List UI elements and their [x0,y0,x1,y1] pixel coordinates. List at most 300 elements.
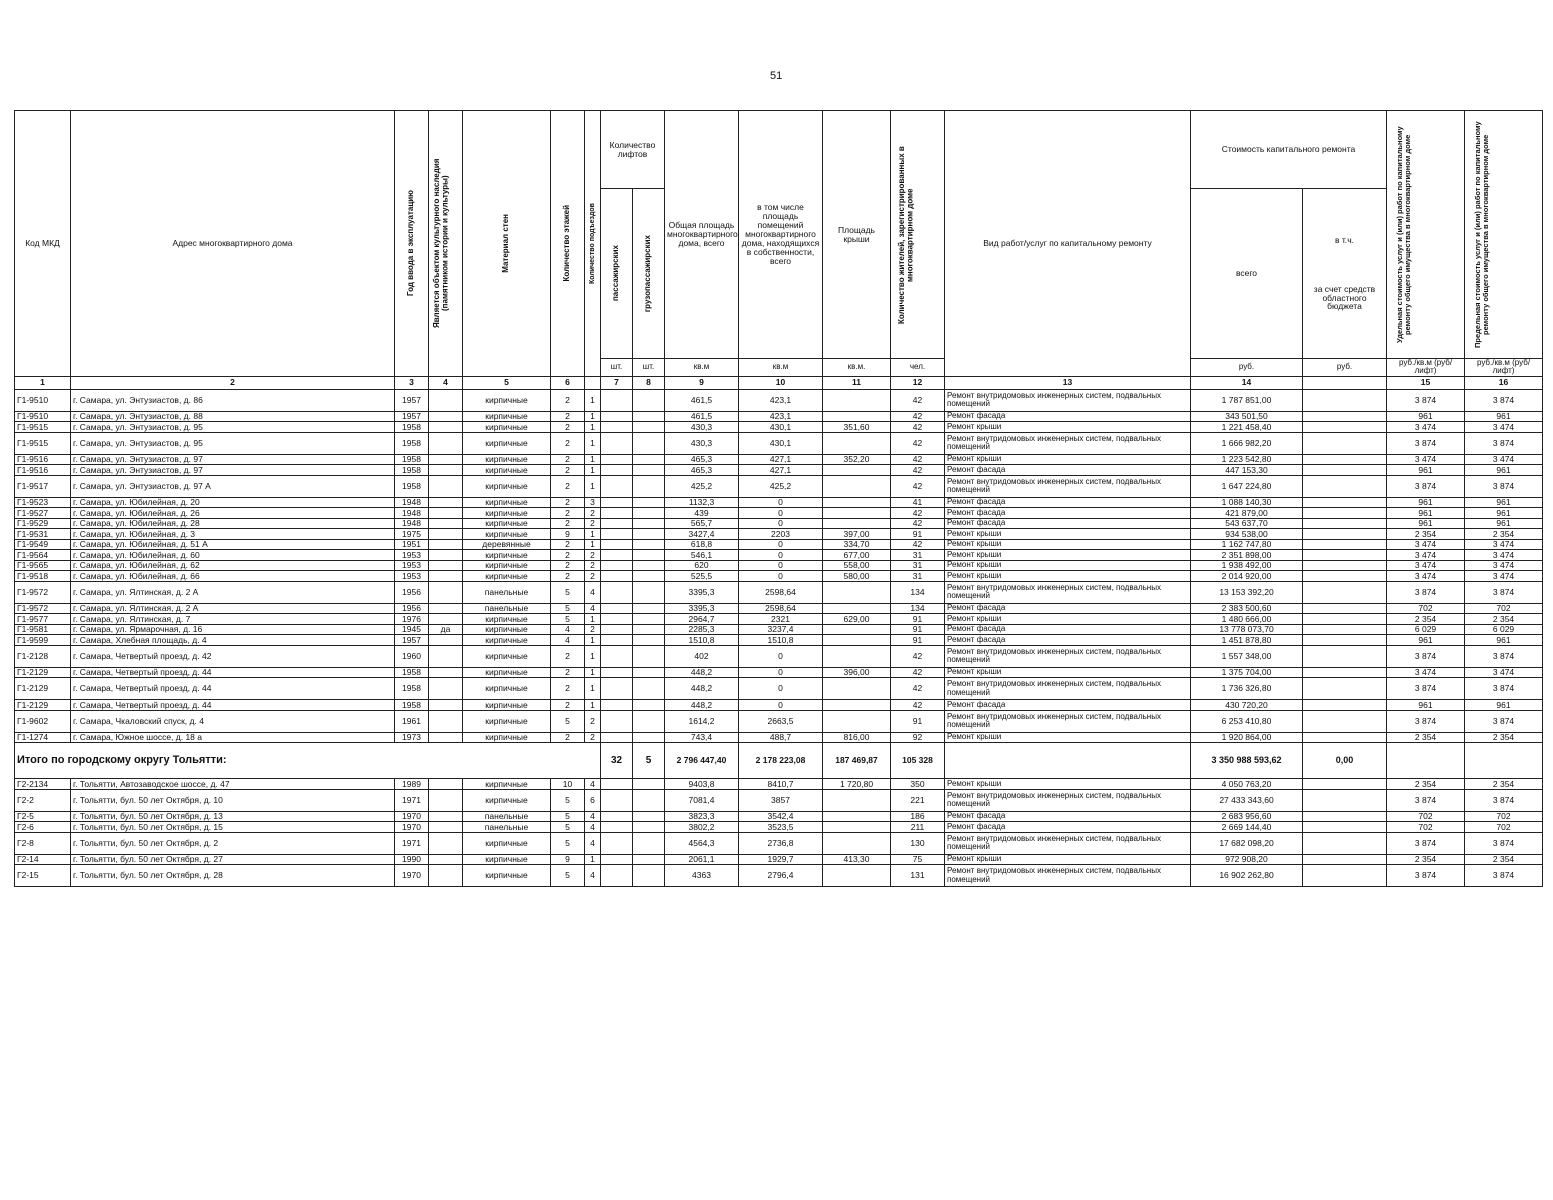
cell-cost-total: 343 501,50 [1191,411,1303,422]
cell-heritage [429,497,463,508]
table-row [15,539,1543,550]
cell-heritage [429,508,463,519]
cell-max-cost: 3 474 [1465,454,1543,465]
cell-lifts-cargo [633,624,665,635]
cell-residents: 134 [891,581,945,603]
header-heritage: Является объектом культурного наследия (памятником истории и культуры) [431,158,449,329]
cell-roof-area: 413,30 [823,854,891,865]
cell-lifts-pass [601,475,633,497]
table-row [15,822,1543,833]
cell-roof-area [823,624,891,635]
cell-code: Г1-2128 [15,645,71,667]
table-row [15,865,1543,887]
cell-year: 1958 [395,475,429,497]
table-row [15,571,1543,582]
cell-work: Ремонт внутридомовых инженерных систем, подвальных помещений [945,678,1191,700]
cell-cost-regional [1303,411,1387,422]
cell-cost-total: 17 682 098,20 [1191,832,1303,854]
cell-floors: 5 [551,710,585,732]
cell-year: 1957 [395,389,429,411]
cell-residents: 31 [891,560,945,571]
cell-work: Ремонт крыши [945,422,1191,433]
cell-area-private: 2796,4 [739,865,823,887]
cell-area-private: 0 [739,678,823,700]
cell-residents: 42 [891,422,945,433]
cell-floors: 9 [551,529,585,540]
cell-walls: кирпичные [463,508,551,519]
table-row [15,645,1543,667]
cell-cost-total: 13 153 392,20 [1191,581,1303,603]
cell-area-private: 3237,4 [739,624,823,635]
cell-walls: кирпичные [463,560,551,571]
cell-floors: 10 [551,779,585,790]
cell-max-cost: 2 354 [1465,779,1543,790]
cell-lifts-pass [601,811,633,822]
cell-roof-area [823,581,891,603]
cell-floors: 2 [551,645,585,667]
column-number: 14 [1191,376,1303,389]
cell-lifts-cargo [633,465,665,476]
cell-cost-regional [1303,779,1387,790]
table-row [15,508,1543,519]
cell-roof-area [823,518,891,529]
cell-lifts-cargo [633,411,665,422]
unit-cost-regional: руб. [1303,359,1387,377]
cell-year: 1951 [395,539,429,550]
cell-walls: кирпичные [463,732,551,743]
table-row [15,700,1543,711]
cell-floors: 2 [551,465,585,476]
repair-register-table [14,110,1543,887]
cell-area-total: 3427,4 [665,529,739,540]
cell-address: г. Самара, ул. Энтузиастов, д. 88 [71,411,395,422]
cell-work: Ремонт внутридомовых инженерных систем, подвальных помещений [945,389,1191,411]
column-number: 4 [429,376,463,389]
cell-code: Г2-5 [15,811,71,822]
cell-lifts-cargo [633,789,665,811]
cell-work: Ремонт фасада [945,508,1191,519]
cell-area-private: 2736,8 [739,832,823,854]
cell-cost-total: 447 153,30 [1191,465,1303,476]
cell-lifts-cargo [633,518,665,529]
cell-area-private: 8410,7 [739,779,823,790]
cell-entrances: 2 [585,624,601,635]
cell-floors: 5 [551,865,585,887]
cell-area-total: 546,1 [665,550,739,561]
table-row [15,854,1543,865]
cell-area-private: 0 [739,700,823,711]
table-row [15,811,1543,822]
cell-roof-area: 580,00 [823,571,891,582]
cell-cost-regional [1303,710,1387,732]
cell-area-total: 430,3 [665,432,739,454]
cell-work: Ремонт крыши [945,454,1191,465]
cell-cost-regional [1303,571,1387,582]
cell-roof-area: 334,70 [823,539,891,550]
cell-residents: 42 [891,700,945,711]
cell-floors: 2 [551,411,585,422]
unit-residents: чел. [891,359,945,377]
table-row [15,832,1543,854]
cell-max-cost: 3 474 [1465,422,1543,433]
cell-cost-regional [1303,529,1387,540]
table-row [15,475,1543,497]
cell-unit-cost: 961 [1387,411,1465,422]
header-cost-regional: за счет средств областного бюджета [1313,283,1376,312]
cell-heritage [429,465,463,476]
cell-entrances: 2 [585,732,601,743]
cell-roof-area: 396,00 [823,667,891,678]
cell-area-total: 1132,3 [665,497,739,508]
cell-area-total: 3395,3 [665,581,739,603]
unit-area-private: кв.м [739,359,823,377]
column-number: 5 [463,376,551,389]
cell-code: Г2-6 [15,822,71,833]
cell-residents: 31 [891,550,945,561]
cell-heritage [429,560,463,571]
table-row [15,389,1543,411]
cell-heritage [429,581,463,603]
cell-lifts-cargo [633,581,665,603]
header-entrances: Количество подъездов [588,202,596,284]
cell-walls: кирпичные [463,779,551,790]
cell-unit-cost: 961 [1387,700,1465,711]
cell-max-cost: 961 [1465,508,1543,519]
cell-address: г. Самара, ул. Ялтинская, д. 2 А [71,603,395,614]
cell-lifts-cargo [633,454,665,465]
cell-code: Г1-9517 [15,475,71,497]
cell-year: 1970 [395,822,429,833]
header-cost-total: всего [1191,189,1303,359]
column-number: 15 [1387,376,1465,389]
cell-walls: кирпичные [463,789,551,811]
cell-area-total: 3823,3 [665,811,739,822]
cell-floors: 2 [551,560,585,571]
cell-max-cost: 961 [1465,411,1543,422]
column-number: 7 [601,376,633,389]
cell-floors: 5 [551,832,585,854]
cell-cost-total: 4 050 763,20 [1191,779,1303,790]
cell-residents: 221 [891,789,945,811]
cell-lifts-pass [601,454,633,465]
cell-address: г. Самара, ул. Юбилейная, д. 26 [71,508,395,519]
cell-work: Ремонт внутридомовых инженерных систем, подвальных помещений [945,432,1191,454]
cell-unit-cost: 2 354 [1387,854,1465,865]
cell-floors: 2 [551,700,585,711]
cell-heritage [429,550,463,561]
cell-area-total: 461,5 [665,389,739,411]
cell-year: 1971 [395,789,429,811]
cell-address: г. Самара, ул. Энтузиастов, д. 97 [71,465,395,476]
cell-code: Г1-9531 [15,529,71,540]
cell-cost-regional [1303,518,1387,529]
cell-unit-cost: 3 874 [1387,710,1465,732]
cell-area-total: 618,8 [665,539,739,550]
cell-code: Г1-9577 [15,614,71,625]
cell-area-total: 448,2 [665,700,739,711]
cell-lifts-cargo [633,732,665,743]
cell-lifts-cargo [633,539,665,550]
cell-heritage [429,667,463,678]
cell-max-cost: 2 354 [1465,732,1543,743]
cell-roof-area [823,475,891,497]
cell-cost-regional [1303,865,1387,887]
cell-area-total: 743,4 [665,732,739,743]
cell-residents: 130 [891,832,945,854]
header-floors: Количество этажей [562,205,572,282]
cell-lifts-cargo [633,550,665,561]
cell-year: 1958 [395,678,429,700]
cell-max-cost: 2 354 [1465,614,1543,625]
cell-work: Ремонт внутридомовых инженерных систем, подвальных помещений [945,710,1191,732]
cell-residents: 41 [891,497,945,508]
cell-heritage [429,678,463,700]
total-area-total: 2 796 447,40 [665,743,739,779]
cell-heritage [429,571,463,582]
table-row [15,432,1543,454]
cell-code: Г1-9565 [15,560,71,571]
cell-roof-area: 629,00 [823,614,891,625]
cell-address: г. Самара, ул. Юбилейная, д. 62 [71,560,395,571]
unit-lifts-pass: шт. [601,359,633,377]
column-number: 11 [823,376,891,389]
cell-cost-regional [1303,550,1387,561]
cell-residents: 42 [891,411,945,422]
cell-floors: 2 [551,518,585,529]
cell-year: 1948 [395,508,429,519]
table-row [15,518,1543,529]
cell-residents: 91 [891,710,945,732]
cell-work: Ремонт крыши [945,539,1191,550]
cell-floors: 5 [551,603,585,614]
cell-heritage [429,832,463,854]
cell-work: Ремонт внутридомовых инженерных систем, подвальных помещений [945,832,1191,854]
header-residents: Количество жителей, зарегистрированных в многоквартирном доме [896,145,914,324]
cell-residents: 92 [891,732,945,743]
cell-max-cost: 3 874 [1465,389,1543,411]
cell-area-private: 488,7 [739,732,823,743]
cell-max-cost: 961 [1465,497,1543,508]
cell-address: г. Самара, Южное шоссе, д. 18 а [71,732,395,743]
cell-area-private: 0 [739,667,823,678]
cell-area-private: 427,1 [739,465,823,476]
column-number: 6 [551,376,585,389]
cell-cost-total: 934 538,00 [1191,529,1303,540]
cell-floors: 2 [551,539,585,550]
cell-cost-regional [1303,624,1387,635]
cell-floors: 2 [551,732,585,743]
column-number: 8 [633,376,665,389]
cell-year: 1958 [395,454,429,465]
cell-floors: 5 [551,581,585,603]
cell-area-private: 427,1 [739,454,823,465]
cell-walls: кирпичные [463,432,551,454]
cell-address: г. Самара, Четвертый проезд, д. 44 [71,700,395,711]
cell-cost-regional [1303,581,1387,603]
cell-residents: 42 [891,539,945,550]
cell-floors: 2 [551,678,585,700]
cell-unit-cost: 6 029 [1387,624,1465,635]
cell-code: Г1-9515 [15,432,71,454]
cell-roof-area [823,789,891,811]
cell-lifts-pass [601,822,633,833]
cell-walls: кирпичные [463,614,551,625]
cell-cost-regional [1303,465,1387,476]
cell-lifts-pass [601,518,633,529]
cell-entrances: 1 [585,635,601,646]
cell-code: Г1-9510 [15,389,71,411]
column-number: 2 [71,376,395,389]
cell-year: 1975 [395,529,429,540]
cell-year: 1960 [395,645,429,667]
cell-lifts-pass [601,560,633,571]
cell-cost-regional [1303,832,1387,854]
cell-entrances: 1 [585,678,601,700]
total-lifts-pass: 32 [601,743,633,779]
cell-cost-total: 2 683 956,60 [1191,811,1303,822]
cell-cost-total: 2 383 500,60 [1191,603,1303,614]
cell-lifts-cargo [633,529,665,540]
cell-walls: кирпичные [463,411,551,422]
cell-address: г. Самара, Четвертый проезд, д. 44 [71,678,395,700]
cell-cost-regional [1303,822,1387,833]
cell-unit-cost: 2 354 [1387,732,1465,743]
cell-work: Ремонт фасада [945,465,1191,476]
cell-code: Г1-9581 [15,624,71,635]
cell-walls: кирпичные [463,854,551,865]
cell-max-cost: 3 874 [1465,678,1543,700]
cell-cost-total: 13 778 073,70 [1191,624,1303,635]
cell-unit-cost: 2 354 [1387,779,1465,790]
cell-work: Ремонт крыши [945,550,1191,561]
cell-work: Ремонт фасада [945,518,1191,529]
cell-cost-regional [1303,811,1387,822]
cell-lifts-pass [601,432,633,454]
cell-floors: 2 [551,667,585,678]
cell-unit-cost: 3 474 [1387,571,1465,582]
cell-lifts-cargo [633,508,665,519]
table-row [15,710,1543,732]
cell-unit-cost: 702 [1387,603,1465,614]
header-lifts-pass: пассажирских [611,245,621,302]
cell-entrances: 1 [585,529,601,540]
cell-floors: 5 [551,614,585,625]
cell-area-private: 0 [739,645,823,667]
cell-entrances: 1 [585,539,601,550]
unit-area-total: кв.м [665,359,739,377]
cell-lifts-pass [601,832,633,854]
cell-area-total: 2964,7 [665,614,739,625]
cell-unit-cost: 3 874 [1387,581,1465,603]
cell-residents: 75 [891,854,945,865]
cell-area-total: 3802,2 [665,822,739,833]
header-incl: в т.ч. [1335,234,1354,245]
cell-walls: кирпичные [463,832,551,854]
cell-area-total: 2061,1 [665,854,739,865]
column-number: 3 [395,376,429,389]
cell-lifts-pass [601,645,633,667]
cell-lifts-cargo [633,832,665,854]
cell-heritage [429,854,463,865]
cell-cost-regional [1303,422,1387,433]
cell-roof-area: 816,00 [823,732,891,743]
cell-residents: 42 [891,432,945,454]
cell-walls: кирпичные [463,700,551,711]
cell-unit-cost: 2 354 [1387,614,1465,625]
cell-floors: 2 [551,508,585,519]
cell-cost-regional [1303,475,1387,497]
cell-area-total: 461,5 [665,411,739,422]
cell-max-cost: 961 [1465,465,1543,476]
cell-code: Г1-9529 [15,518,71,529]
cell-code: Г1-1274 [15,732,71,743]
cell-lifts-pass [601,614,633,625]
cell-walls: кирпичные [463,624,551,635]
header-lifts: Количество лифтов [601,111,665,189]
total-row [15,743,1543,779]
column-number: 13 [945,376,1191,389]
table-row [15,667,1543,678]
cell-floors: 2 [551,432,585,454]
cell-heritage [429,529,463,540]
cell-heritage [429,518,463,529]
cell-lifts-pass [601,710,633,732]
cell-roof-area [823,411,891,422]
cell-floors: 2 [551,454,585,465]
cell-unit-cost: 3 874 [1387,678,1465,700]
cell-heritage [429,789,463,811]
cell-heritage [429,645,463,667]
header-address: Адрес многоквартирного дома [71,111,395,377]
table-row [15,678,1543,700]
cell-heritage [429,822,463,833]
cell-residents: 42 [891,465,945,476]
cell-entrances: 1 [585,411,601,422]
cell-cost-total: 421 879,00 [1191,508,1303,519]
cell-cost-regional [1303,497,1387,508]
cell-residents: 211 [891,822,945,833]
cell-cost-total: 1 223 542,80 [1191,454,1303,465]
cell-entrances: 4 [585,779,601,790]
cell-roof-area [823,832,891,854]
header-work: Вид работ/услуг по капитальному ремонту [945,111,1191,377]
cell-unit-cost: 3 474 [1387,539,1465,550]
cell-walls: кирпичные [463,497,551,508]
cell-max-cost: 3 874 [1465,710,1543,732]
cell-unit-cost: 3 874 [1387,475,1465,497]
cell-lifts-cargo [633,811,665,822]
cell-entrances: 1 [585,389,601,411]
cell-code: Г1-9599 [15,635,71,646]
cell-entrances: 3 [585,497,601,508]
cell-cost-regional [1303,454,1387,465]
cell-cost-regional [1303,389,1387,411]
cell-lifts-pass [601,667,633,678]
cell-roof-area [823,389,891,411]
cell-cost-regional [1303,678,1387,700]
cell-work: Ремонт крыши [945,732,1191,743]
cell-heritage [429,432,463,454]
cell-floors: 4 [551,624,585,635]
cell-area-private: 3857 [739,789,823,811]
cell-unit-cost: 2 354 [1387,529,1465,540]
cell-lifts-cargo [633,389,665,411]
cell-entrances: 2 [585,571,601,582]
cell-cost-total: 1 938 492,00 [1191,560,1303,571]
cell-lifts-cargo [633,779,665,790]
cell-area-total: 2285,3 [665,624,739,635]
cell-max-cost: 961 [1465,635,1543,646]
